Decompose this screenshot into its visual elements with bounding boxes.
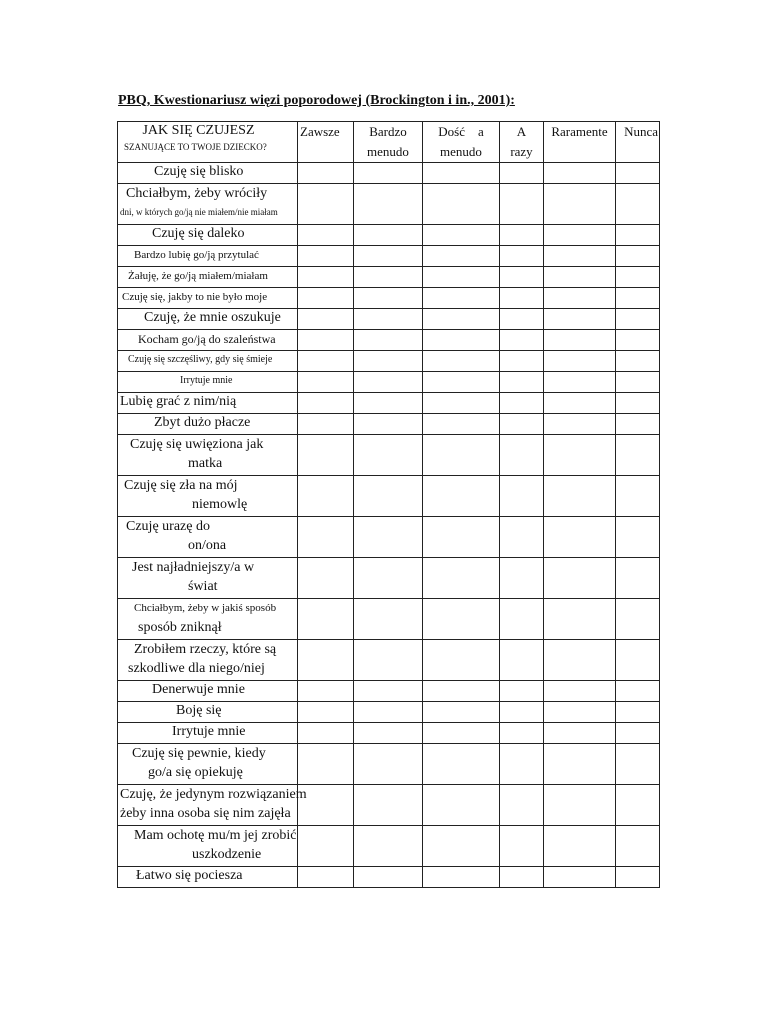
answer-cell[interactable] (544, 351, 616, 372)
header-question-subtitle: SZANUJĄCE TO TWOJE DZIECKO? (124, 142, 267, 152)
answer-cell[interactable] (298, 225, 354, 246)
answer-cell[interactable] (616, 184, 660, 225)
answer-cell[interactable] (500, 867, 544, 888)
answer-cell[interactable] (423, 414, 500, 435)
answer-cell[interactable] (616, 372, 660, 393)
question-cell (118, 723, 298, 744)
answer-cell[interactable] (354, 723, 423, 744)
question-text: szkodliwe dla niego/niej (128, 661, 265, 676)
question-text: matka (188, 456, 223, 471)
answer-cell[interactable] (616, 640, 660, 681)
answer-cell[interactable] (616, 309, 660, 330)
question-text: Czuję się daleko (152, 226, 245, 241)
answer-cell[interactable] (423, 184, 500, 225)
answer-cell[interactable] (500, 599, 544, 640)
answer-cell[interactable] (616, 723, 660, 744)
question-row (118, 435, 660, 476)
question-cell (118, 351, 298, 372)
answer-cell[interactable] (544, 309, 616, 330)
answer-cell[interactable] (500, 435, 544, 476)
answer-cell[interactable] (298, 309, 354, 330)
question-cell (118, 640, 298, 681)
answer-cell[interactable] (298, 826, 354, 867)
answer-cell[interactable] (500, 826, 544, 867)
question-text: świat (188, 579, 218, 594)
answer-cell[interactable] (544, 184, 616, 225)
question-text: Czuję się szczęśliwy, gdy się śmieje (128, 354, 273, 365)
answer-cell[interactable] (354, 288, 423, 309)
question-cell (118, 744, 298, 785)
answer-cell[interactable] (500, 163, 544, 184)
header-option-raramente: Raramente (544, 122, 616, 163)
answer-cell[interactable] (544, 163, 616, 184)
question-cell (118, 330, 298, 351)
answer-cell[interactable] (423, 702, 500, 723)
answer-cell[interactable] (616, 785, 660, 826)
answer-cell[interactable] (354, 744, 423, 785)
answer-cell[interactable] (544, 246, 616, 267)
question-text: Lubię grać z nim/nią (120, 394, 237, 409)
answer-cell[interactable] (423, 517, 500, 558)
question-cell (118, 785, 307, 826)
answer-cell[interactable] (544, 826, 616, 867)
answer-cell[interactable] (423, 288, 500, 309)
question-text: Kocham go/ją do szaleństwa (138, 332, 276, 346)
question-cell (118, 414, 298, 435)
answer-cell[interactable] (354, 393, 423, 414)
question-row (118, 785, 660, 826)
answer-cell[interactable] (423, 826, 500, 867)
answer-cell[interactable] (298, 330, 354, 351)
answer-cell[interactable] (544, 702, 616, 723)
answer-cell[interactable] (354, 184, 423, 225)
answer-cell[interactable] (298, 393, 354, 414)
answer-cell[interactable] (423, 246, 500, 267)
answer-cell[interactable] (544, 288, 616, 309)
answer-cell[interactable] (500, 414, 544, 435)
answer-cell[interactable] (500, 225, 544, 246)
question-cell (118, 246, 298, 267)
question-cell (118, 826, 298, 867)
answer-cell[interactable] (354, 163, 423, 184)
question-text: on/ona (188, 538, 227, 553)
pbq-table (117, 121, 660, 888)
answer-cell[interactable] (616, 288, 660, 309)
answer-cell[interactable] (298, 867, 354, 888)
question-row (118, 309, 660, 330)
answer-cell[interactable] (500, 558, 544, 599)
answer-cell[interactable] (500, 246, 544, 267)
answer-cell[interactable] (354, 681, 423, 702)
question-row (118, 372, 660, 393)
answer-cell[interactable] (423, 435, 500, 476)
question-row (118, 558, 660, 599)
answer-cell[interactable] (298, 599, 354, 640)
answer-cell[interactable] (423, 640, 500, 681)
answer-cell[interactable] (500, 393, 544, 414)
answer-cell[interactable] (354, 414, 423, 435)
answer-cell[interactable] (298, 351, 354, 372)
answer-cell[interactable] (616, 351, 660, 372)
header-question: JAK SIĘ CZUJESZ (142, 123, 255, 138)
answer-cell[interactable] (354, 785, 423, 826)
header-option-dosc-a-menudo: Dość a menudo (423, 122, 500, 163)
answer-cell[interactable] (616, 681, 660, 702)
answer-cell[interactable] (544, 414, 616, 435)
answer-cell[interactable] (500, 476, 544, 517)
answer-cell[interactable] (544, 599, 616, 640)
question-row (118, 288, 660, 309)
answer-cell[interactable] (616, 267, 660, 288)
question-text: Czuję urazę do (126, 519, 210, 534)
answer-cell[interactable] (423, 393, 500, 414)
header-option-zawsze: Zawsze (298, 122, 354, 163)
answer-cell[interactable] (544, 372, 616, 393)
header-option-nunca: Nunca (616, 122, 660, 163)
answer-cell[interactable] (616, 225, 660, 246)
question-text: Denerwuje mnie (152, 682, 245, 697)
answer-cell[interactable] (616, 414, 660, 435)
answer-cell[interactable] (354, 351, 423, 372)
answer-cell[interactable] (423, 785, 500, 826)
question-text: Irrytuje mnie (180, 375, 233, 386)
answer-cell[interactable] (616, 435, 660, 476)
question-cell (118, 517, 298, 558)
answer-cell[interactable] (500, 267, 544, 288)
answer-cell[interactable] (500, 785, 544, 826)
answer-cell[interactable] (544, 640, 616, 681)
answer-cell[interactable] (616, 558, 660, 599)
question-row (118, 640, 660, 681)
answer-cell[interactable] (354, 640, 423, 681)
question-text: Czuję się, jakby to nie było moje (122, 291, 268, 303)
answer-cell[interactable] (616, 599, 660, 640)
header-question-cell (118, 122, 298, 163)
question-text: Czuję się pewnie, kiedy (132, 746, 266, 761)
answer-cell[interactable] (298, 744, 354, 785)
question-row (118, 826, 660, 867)
answer-cell[interactable] (298, 681, 354, 702)
answer-cell[interactable] (423, 681, 500, 702)
answer-cell[interactable] (616, 246, 660, 267)
question-row (118, 414, 660, 435)
answer-cell[interactable] (500, 330, 544, 351)
question-cell (118, 288, 298, 309)
answer-cell[interactable] (544, 867, 616, 888)
question-cell (118, 309, 298, 330)
header-option-a-razy: A razy (500, 122, 544, 163)
answer-cell[interactable] (500, 372, 544, 393)
question-row (118, 184, 660, 225)
answer-cell[interactable] (544, 393, 616, 414)
answer-cell[interactable] (423, 330, 500, 351)
answer-cell[interactable] (616, 330, 660, 351)
question-text: Chciałbym, żeby wróciły (126, 186, 268, 201)
question-cell (118, 681, 298, 702)
answer-cell[interactable] (298, 558, 354, 599)
answer-cell[interactable] (423, 372, 500, 393)
answer-cell[interactable] (298, 288, 354, 309)
question-row (118, 246, 660, 267)
answer-cell[interactable] (500, 351, 544, 372)
answer-cell[interactable] (298, 184, 354, 225)
question-text: niemowlę (192, 497, 248, 512)
question-text: Czuję się uwięziona jak (130, 437, 264, 452)
question-cell (118, 867, 298, 888)
answer-cell[interactable] (354, 267, 423, 288)
answer-cell[interactable] (354, 372, 423, 393)
answer-cell[interactable] (500, 640, 544, 681)
answer-cell[interactable] (500, 184, 544, 225)
answer-cell[interactable] (616, 826, 660, 867)
answer-cell[interactable] (354, 599, 423, 640)
question-text: Czuję się blisko (154, 164, 244, 179)
answer-cell[interactable] (423, 163, 500, 184)
answer-cell[interactable] (616, 702, 660, 723)
question-row (118, 517, 660, 558)
answer-cell[interactable] (500, 681, 544, 702)
question-row (118, 225, 660, 246)
question-cell (118, 599, 298, 640)
answer-cell[interactable] (354, 225, 423, 246)
question-cell (118, 267, 298, 288)
answer-cell[interactable] (616, 163, 660, 184)
question-text: dni, w których go/ją nie miałem/nie miałam (120, 207, 278, 217)
answer-cell[interactable] (423, 723, 500, 744)
answer-cell[interactable] (298, 267, 354, 288)
answer-cell[interactable] (616, 517, 660, 558)
answer-cell[interactable] (423, 599, 500, 640)
answer-cell[interactable] (298, 414, 354, 435)
question-cell (118, 393, 298, 414)
question-text: Bardzo lubię go/ją przytulać (134, 249, 259, 261)
question-text: Zrobiłem rzeczy, które są (134, 642, 277, 657)
answer-cell[interactable] (616, 393, 660, 414)
question-cell (118, 702, 298, 723)
question-text: Czuję się zła na mój (124, 478, 238, 493)
document-title: PBQ, Kwestionariusz więzi poporodowej (Brockington i in., 2001): (118, 93, 515, 108)
answer-cell[interactable] (544, 744, 616, 785)
question-text: Mam ochotę mu/m jej zrobić (134, 828, 297, 843)
question-row (118, 702, 660, 723)
question-row (118, 744, 660, 785)
question-text: Chciałbym, żeby w jakiś sposób (134, 602, 277, 614)
answer-cell[interactable] (354, 558, 423, 599)
answer-cell[interactable] (423, 867, 500, 888)
question-text: Czuję, że jedynym rozwiązaniem (120, 787, 307, 802)
question-text: Czuję, że mnie oszukuje (144, 310, 281, 325)
question-row (118, 681, 660, 702)
answer-cell[interactable] (423, 558, 500, 599)
question-text: Boję się (176, 703, 222, 718)
answer-cell[interactable] (423, 225, 500, 246)
answer-cell[interactable] (500, 723, 544, 744)
question-text: go/a się opiekuję (148, 765, 243, 780)
question-row (118, 867, 660, 888)
answer-cell[interactable] (298, 435, 354, 476)
answer-cell[interactable] (616, 867, 660, 888)
answer-cell[interactable] (423, 309, 500, 330)
answer-cell[interactable] (500, 517, 544, 558)
question-row (118, 393, 660, 414)
answer-cell[interactable] (423, 267, 500, 288)
answer-cell[interactable] (423, 476, 500, 517)
answer-cell[interactable] (354, 309, 423, 330)
question-text: Jest najładniejszy/a w (132, 560, 255, 575)
answer-cell[interactable] (544, 330, 616, 351)
answer-cell[interactable] (423, 744, 500, 785)
answer-cell[interactable] (423, 351, 500, 372)
answer-cell[interactable] (354, 435, 423, 476)
answer-cell[interactable] (544, 785, 616, 826)
question-text: Łatwo się pociesza (136, 868, 243, 883)
answer-cell[interactable] (544, 723, 616, 744)
question-cell (118, 558, 298, 599)
question-row (118, 267, 660, 288)
question-row (118, 351, 660, 372)
header-option-bardzo-menudo: Bardzo menudo (354, 122, 423, 163)
answer-cell[interactable] (298, 702, 354, 723)
answer-cell[interactable] (544, 517, 616, 558)
answer-cell[interactable] (500, 309, 544, 330)
answer-cell[interactable] (298, 372, 354, 393)
question-text: uszkodzenie (192, 847, 262, 862)
question-cell (118, 476, 298, 517)
question-cell (118, 372, 298, 393)
answer-cell[interactable] (298, 476, 354, 517)
question-cell (118, 163, 298, 184)
question-row (118, 476, 660, 517)
answer-cell[interactable] (544, 435, 616, 476)
answer-cell[interactable] (354, 826, 423, 867)
question-row (118, 330, 660, 351)
question-text: Irrytuje mnie (172, 724, 246, 739)
answer-cell[interactable] (500, 702, 544, 723)
answer-cell[interactable] (298, 517, 354, 558)
question-cell (118, 225, 298, 246)
question-text: sposób zniknął (138, 620, 222, 635)
answer-cell[interactable] (354, 702, 423, 723)
answer-cell[interactable] (354, 867, 423, 888)
answer-cell[interactable] (354, 330, 423, 351)
question-row (118, 599, 660, 640)
answer-cell[interactable] (616, 744, 660, 785)
question-text: żeby inna osoba się nim zajęła (120, 806, 291, 821)
answer-cell[interactable] (544, 558, 616, 599)
answer-cell[interactable] (544, 267, 616, 288)
question-cell (118, 184, 298, 225)
answer-cell[interactable] (544, 476, 616, 517)
answer-cell[interactable] (544, 225, 616, 246)
answer-cell[interactable] (500, 288, 544, 309)
answer-cell[interactable] (354, 476, 423, 517)
answer-cell[interactable] (298, 640, 354, 681)
answer-cell[interactable] (544, 681, 616, 702)
question-text: Żałuję, że go/ją miałem/miałam (128, 270, 268, 282)
answer-cell[interactable] (354, 246, 423, 267)
question-row (118, 163, 660, 184)
answer-cell[interactable] (616, 476, 660, 517)
answer-cell[interactable] (298, 246, 354, 267)
question-cell (118, 435, 298, 476)
answer-cell[interactable] (298, 723, 354, 744)
answer-cell[interactable] (354, 517, 423, 558)
answer-cell[interactable] (298, 163, 354, 184)
answer-cell[interactable] (500, 744, 544, 785)
question-row (118, 723, 660, 744)
question-text: Zbyt dużo płacze (154, 415, 251, 430)
table-header-row (118, 122, 660, 163)
